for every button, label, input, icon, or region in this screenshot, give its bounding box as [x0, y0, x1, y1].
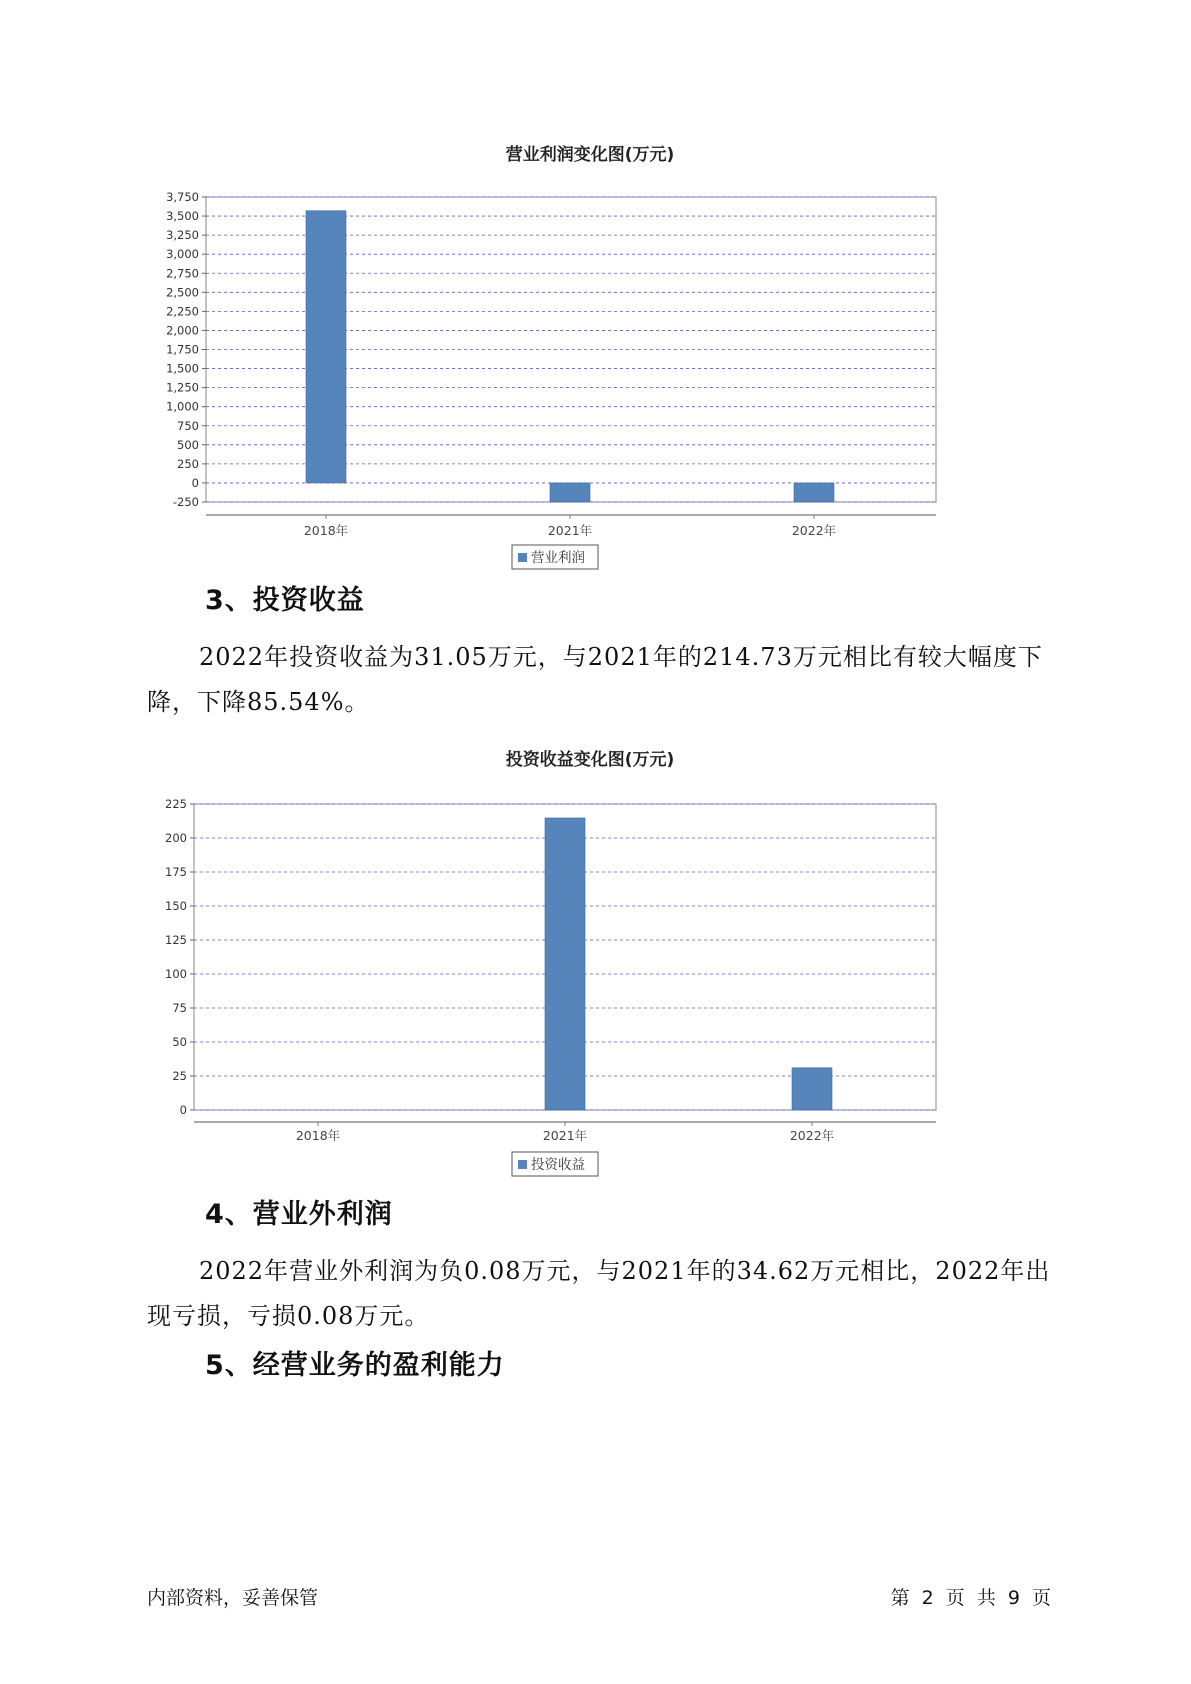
legend-label: 投资收益: [531, 1157, 585, 1173]
y-tick-label: 3,500: [166, 209, 199, 224]
y-tick-label: 225: [165, 797, 187, 811]
legend-swatch: [518, 1160, 527, 1169]
y-tick-label: 200: [165, 831, 187, 845]
y-tick-label: 500: [177, 437, 199, 452]
x-tick-label: 2018年: [303, 523, 349, 538]
bar: [794, 483, 834, 502]
y-tick-label: 75: [172, 1001, 187, 1015]
y-tick-label: 1,250: [166, 380, 199, 395]
section-4-heading: 4、营业外利润: [205, 1199, 393, 1230]
y-tick-label: 2,750: [166, 266, 199, 281]
section-4-paragraph: 2022年营业外利润为负0.08万元，与2021年的34.62万元相比，2022年出现亏损，亏损0.08万元。: [147, 1257, 1051, 1330]
bar: [545, 818, 585, 1110]
y-tick-label: -250: [172, 495, 199, 509]
y-tick-label: 1,500: [166, 361, 199, 376]
y-tick-label: 2,250: [166, 304, 199, 319]
footer-page-number: 第 2 页 共 9 页: [890, 1587, 1051, 1609]
section-3-heading: 3、投资收益: [205, 585, 365, 616]
x-tick-label: 2021年: [547, 523, 593, 538]
bar: [306, 211, 346, 483]
investment-income-chart-svg: [150, 782, 1030, 1217]
x-tick-label: 2021年: [542, 1128, 588, 1143]
bar: [792, 1068, 832, 1110]
y-tick-label: 250: [177, 456, 199, 471]
y-tick-label: 1,000: [166, 399, 199, 414]
legend-label: 营业利润: [531, 550, 585, 566]
section-5-heading: 5、经营业务的盈利能力: [205, 1350, 505, 1381]
investment-income-chart: [150, 745, 1030, 1217]
y-tick-label: 750: [177, 418, 199, 433]
y-tick-label: 2,000: [166, 323, 199, 338]
y-tick-label: 25: [172, 1069, 187, 1083]
y-tick-label: 150: [165, 899, 187, 913]
y-tick-label: 0: [191, 475, 199, 490]
y-tick-label: 100: [165, 967, 187, 981]
y-tick-label: 2,500: [166, 285, 199, 300]
y-tick-label: 1,750: [166, 342, 199, 357]
y-tick-label: 175: [165, 865, 187, 879]
operating-profit-chart-svg: [150, 177, 1030, 597]
bar: [550, 483, 590, 502]
y-tick-label: 50: [172, 1035, 187, 1049]
x-tick-label: 2022年: [791, 523, 837, 538]
section-3-paragraph: 2022年投资收益为31.05万元，与2021年的214.73万元相比有较大幅度下降，下降85.54%。: [147, 643, 1043, 716]
operating-profit-chart: [150, 140, 1030, 597]
chart-title: 投资收益变化图(万元): [505, 750, 675, 770]
legend-swatch: [518, 553, 527, 562]
y-tick-label: 0: [179, 1103, 187, 1117]
y-tick-label: 3,750: [166, 190, 199, 204]
footer-confidential-note: 内部资料，妥善保管: [147, 1587, 319, 1609]
y-tick-label: 3,000: [166, 247, 199, 262]
x-tick-label: 2022年: [789, 1128, 835, 1143]
y-tick-label: 3,250: [166, 228, 199, 243]
y-tick-label: 125: [165, 933, 187, 947]
x-tick-label: 2018年: [295, 1128, 341, 1143]
chart-title: 营业利润变化图(万元): [505, 145, 675, 165]
